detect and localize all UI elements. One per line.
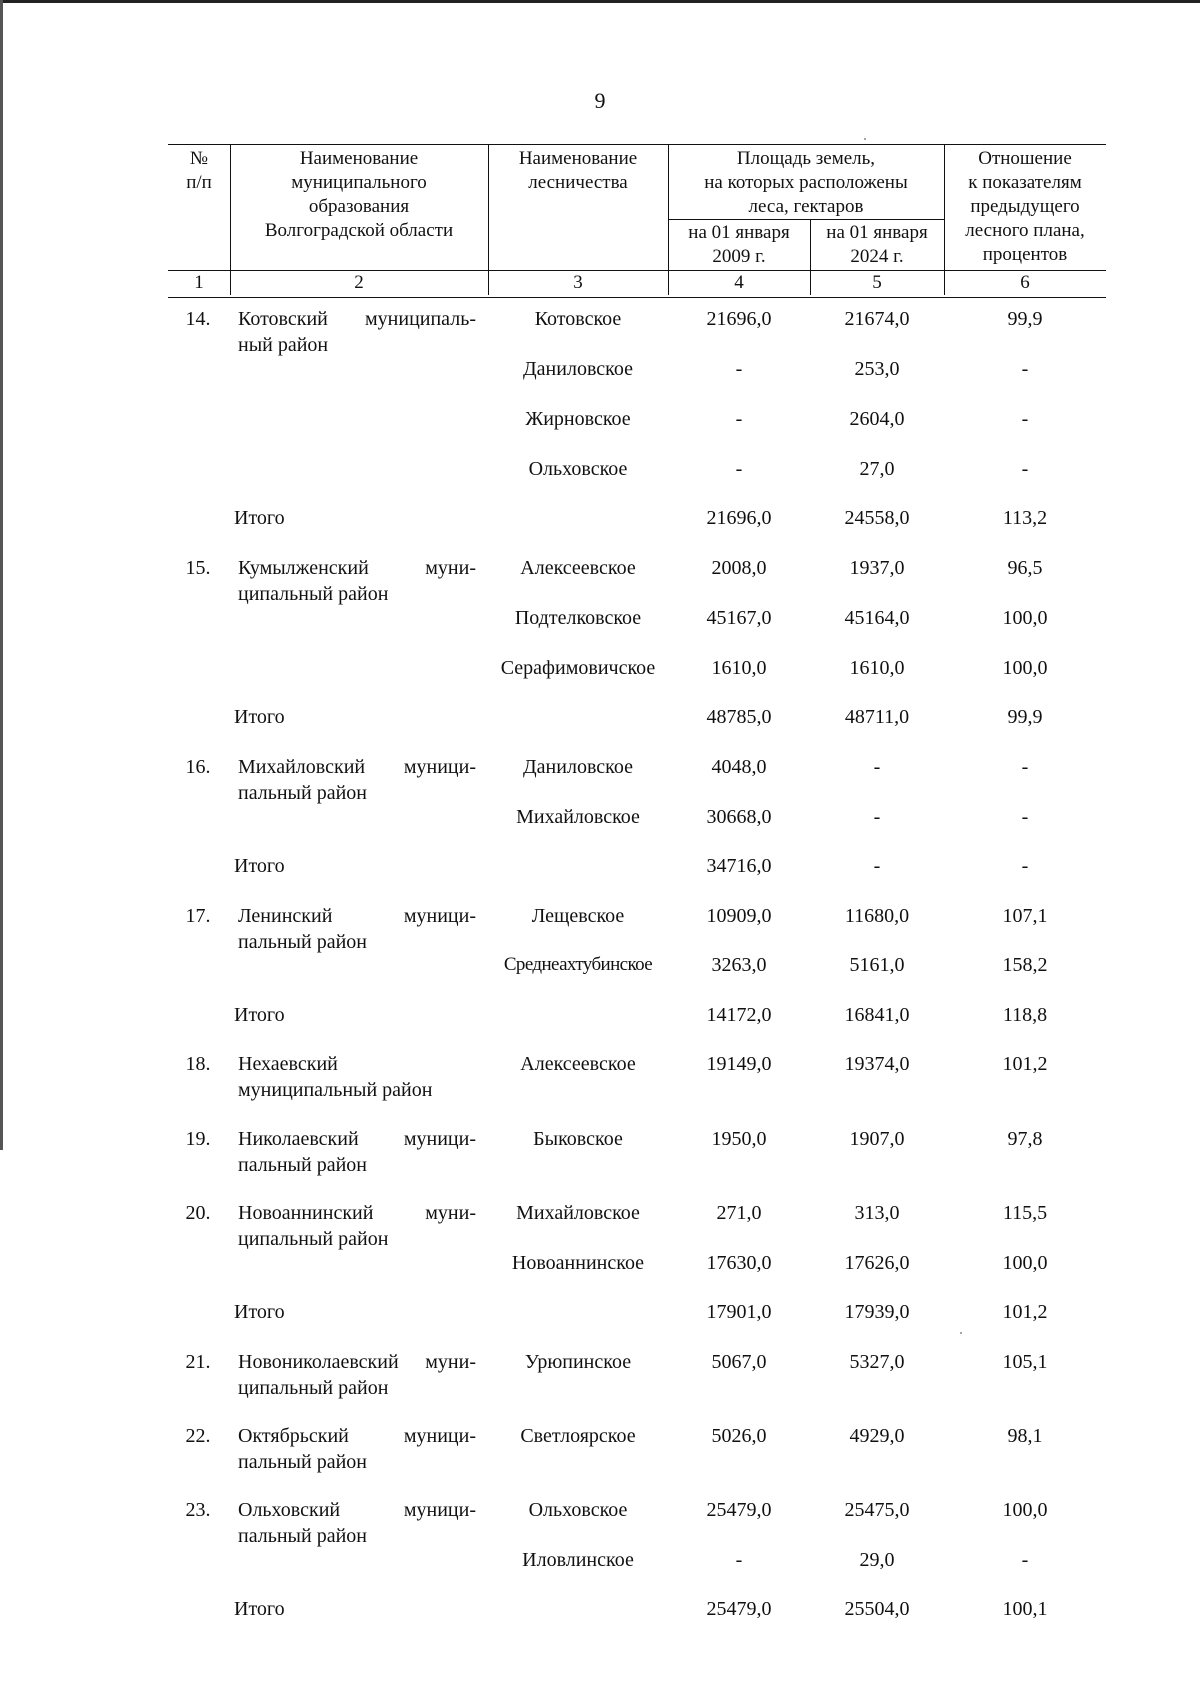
forestry-name: Алексеевское bbox=[520, 1053, 636, 1075]
row-number: 15. bbox=[185, 557, 211, 579]
total-label: Итого bbox=[234, 855, 285, 877]
ratio-percent: 100,0 bbox=[1002, 657, 1048, 679]
area-2024: 1907,0 bbox=[849, 1128, 905, 1150]
table-row bbox=[168, 1126, 1106, 1176]
forestry-name: Даниловское bbox=[523, 358, 633, 380]
area-2009: 2008,0 bbox=[711, 557, 767, 579]
ratio-percent: 100,0 bbox=[1002, 607, 1048, 629]
municipality-name: Ленинский муници- пальный район bbox=[238, 905, 476, 953]
forestry-name: Быковское bbox=[533, 1128, 623, 1150]
area-2009: 34716,0 bbox=[706, 855, 772, 877]
forestry-name: Котовское bbox=[534, 308, 622, 330]
column-number: 5 bbox=[872, 272, 882, 293]
area-2009: 30668,0 bbox=[706, 806, 772, 828]
total-label: Итого bbox=[234, 706, 285, 728]
area-2024: 313,0 bbox=[854, 1202, 900, 1224]
ratio-percent: 99,9 bbox=[1007, 308, 1043, 330]
table-row bbox=[168, 306, 1106, 356]
table-row-total bbox=[168, 1299, 1106, 1339]
area-2009: 1950,0 bbox=[711, 1128, 767, 1150]
ratio-percent: 96,5 bbox=[1007, 557, 1043, 579]
row-number: 20. bbox=[185, 1202, 211, 1224]
header-col-municipality: Наименование муниципального образования Волгоградской области bbox=[264, 148, 454, 241]
forestry-name: Светлоярское bbox=[520, 1425, 636, 1447]
row-number: 19. bbox=[185, 1128, 211, 1150]
table-row-total bbox=[168, 704, 1106, 744]
area-2024: - bbox=[873, 855, 881, 877]
forestry-name: Урюпинское bbox=[524, 1351, 632, 1373]
area-2024: 19374,0 bbox=[844, 1053, 910, 1075]
row-number: 21. bbox=[185, 1351, 211, 1373]
table-row bbox=[168, 406, 1106, 446]
ratio-percent: 118,8 bbox=[1002, 1004, 1048, 1026]
area-2009: 21696,0 bbox=[706, 308, 772, 330]
total-label: Итого bbox=[234, 507, 285, 529]
area-2024: 2604,0 bbox=[849, 408, 905, 430]
table-body bbox=[168, 296, 1106, 1696]
ratio-percent: 101,2 bbox=[1002, 1301, 1048, 1323]
area-2024: 29,0 bbox=[859, 1549, 895, 1571]
scan-speck bbox=[864, 138, 866, 140]
table-row-total bbox=[168, 1596, 1106, 1636]
forestry-name: Подтелковское bbox=[514, 607, 642, 629]
municipality-name: Октябрьский муници- пальный район bbox=[238, 1425, 476, 1473]
page-number: 9 bbox=[594, 88, 606, 113]
ratio-percent: - bbox=[1021, 408, 1029, 430]
total-label: Итого bbox=[234, 1004, 285, 1026]
ratio-percent: - bbox=[1021, 855, 1029, 877]
column-number: 6 bbox=[1020, 272, 1030, 293]
forestry-name: Серафимовичское bbox=[500, 657, 656, 679]
header-col-no: № п/п bbox=[186, 148, 212, 193]
forestry-name: Алексеевское bbox=[520, 557, 636, 579]
forestry-name: Михайловское bbox=[516, 1202, 640, 1224]
area-2024: 21674,0 bbox=[844, 308, 910, 330]
area-2024: 45164,0 bbox=[844, 607, 910, 629]
table-row bbox=[168, 952, 1106, 992]
column-number: 3 bbox=[573, 272, 583, 293]
forestry-name: Новоаннинское bbox=[511, 1252, 645, 1274]
municipality-name: Новоаннинский муни- ципальный район bbox=[238, 1202, 476, 1250]
ratio-percent: - bbox=[1021, 458, 1029, 480]
ratio-percent: 100,0 bbox=[1002, 1499, 1048, 1521]
scan-edge-left bbox=[0, 0, 3, 1150]
row-number: 23. bbox=[185, 1499, 211, 1521]
municipality-name: Новониколаевский муни- ципальный район bbox=[238, 1351, 476, 1399]
ratio-percent: - bbox=[1021, 358, 1029, 380]
row-number: 14. bbox=[185, 308, 211, 330]
area-2009: 45167,0 bbox=[706, 607, 772, 629]
table-row bbox=[168, 1547, 1106, 1587]
area-2009: 10909,0 bbox=[706, 905, 772, 927]
total-label: Итого bbox=[234, 1598, 285, 1620]
area-2009: 19149,0 bbox=[706, 1053, 772, 1075]
table-row bbox=[168, 1497, 1106, 1547]
scan-edge-top bbox=[0, 0, 1200, 3]
table-row bbox=[168, 804, 1106, 844]
area-2024: 17939,0 bbox=[844, 1301, 910, 1323]
table-row bbox=[168, 356, 1106, 396]
area-2009: - bbox=[735, 408, 743, 430]
area-2024: 1937,0 bbox=[849, 557, 905, 579]
area-2009: 1610,0 bbox=[711, 657, 767, 679]
area-2009: 5026,0 bbox=[711, 1425, 767, 1447]
table-row bbox=[168, 655, 1106, 695]
area-2024: 5327,0 bbox=[849, 1351, 905, 1373]
total-label: Итого bbox=[234, 1301, 285, 1323]
area-2009: - bbox=[735, 1549, 743, 1571]
ratio-percent: 98,1 bbox=[1007, 1425, 1043, 1447]
forestry-name: Жирновское bbox=[525, 408, 631, 430]
header-col-area: Площадь земель, на которых расположены леса, гектаров bbox=[704, 148, 908, 217]
table-row bbox=[168, 1250, 1106, 1290]
area-2009: 271,0 bbox=[716, 1202, 762, 1224]
municipality-name: Михайловский муници- пальный район bbox=[238, 756, 476, 804]
area-2024: 16841,0 bbox=[844, 1004, 910, 1026]
header-col-area-2024: на 01 января 2024 г. bbox=[826, 222, 928, 267]
ratio-percent: - bbox=[1021, 1549, 1029, 1571]
municipality-name: Николаевский муници- пальный район bbox=[238, 1128, 476, 1176]
ratio-percent: 101,2 bbox=[1002, 1053, 1048, 1075]
row-number: 18. bbox=[185, 1053, 211, 1075]
row-number: 22. bbox=[185, 1425, 211, 1447]
area-2009: 17901,0 bbox=[706, 1301, 772, 1323]
row-number: 16. bbox=[185, 756, 211, 778]
ratio-percent: 100,0 bbox=[1002, 1252, 1048, 1274]
forestry-name: Михайловское bbox=[516, 806, 640, 828]
table-row bbox=[168, 555, 1106, 605]
municipality-name: Котовский муниципаль- ный район bbox=[238, 308, 476, 356]
forestry-name: Иловлинское bbox=[522, 1549, 634, 1571]
area-2024: - bbox=[873, 806, 881, 828]
table-row bbox=[168, 903, 1106, 953]
area-2024: 253,0 bbox=[854, 358, 900, 380]
municipality-name: Кумылженский муни- ципальный район bbox=[238, 557, 476, 605]
area-2009: 48785,0 bbox=[706, 706, 772, 728]
area-2024: 1610,0 bbox=[849, 657, 905, 679]
table-row bbox=[168, 1200, 1106, 1250]
ratio-percent: 97,8 bbox=[1007, 1128, 1043, 1150]
ratio-percent: 115,5 bbox=[1002, 1202, 1048, 1224]
table-row bbox=[168, 456, 1106, 496]
column-number: 4 bbox=[734, 272, 744, 293]
area-2009: 17630,0 bbox=[706, 1252, 772, 1274]
area-2009: 5067,0 bbox=[711, 1351, 767, 1373]
area-2024: 48711,0 bbox=[844, 706, 910, 728]
table-row bbox=[168, 1051, 1106, 1101]
area-2024: 24558,0 bbox=[844, 507, 910, 529]
table-row bbox=[168, 754, 1106, 804]
table-row bbox=[168, 1423, 1106, 1473]
area-2009: 4048,0 bbox=[711, 756, 767, 778]
municipality-name: Нехаевский муниципальный район bbox=[238, 1053, 433, 1101]
municipality-name: Ольховский муници- пальный район bbox=[238, 1499, 476, 1547]
column-number: 2 bbox=[354, 272, 364, 293]
area-2024: 25475,0 bbox=[844, 1499, 910, 1521]
forestry-name: Ольховское bbox=[528, 458, 628, 480]
area-2024: 11680,0 bbox=[844, 905, 910, 927]
area-2009: 14172,0 bbox=[706, 1004, 772, 1026]
forestry-name: Ольховское bbox=[528, 1499, 628, 1521]
table-row-total bbox=[168, 505, 1106, 545]
area-2009: 25479,0 bbox=[706, 1598, 772, 1620]
area-2024: - bbox=[873, 756, 881, 778]
header-col-ratio: Отношение к показателям предыдущего лесного плана, процентов bbox=[965, 148, 1085, 265]
table-header bbox=[168, 144, 1106, 298]
area-2009: - bbox=[735, 458, 743, 480]
ratio-percent: - bbox=[1021, 756, 1029, 778]
forestry-name: Среднеахтубинское bbox=[503, 954, 653, 975]
area-2024: 4929,0 bbox=[849, 1425, 905, 1447]
area-2024: 5161,0 bbox=[849, 954, 905, 976]
header-col-area-2009: на 01 января 2009 г. bbox=[688, 222, 790, 267]
ratio-percent: 113,2 bbox=[1002, 507, 1048, 529]
table-row bbox=[168, 1349, 1106, 1399]
column-number: 1 bbox=[194, 272, 204, 293]
area-2009: 21696,0 bbox=[706, 507, 772, 529]
ratio-percent: 158,2 bbox=[1002, 954, 1048, 976]
area-2009: 3263,0 bbox=[711, 954, 767, 976]
subheader-line bbox=[668, 219, 944, 220]
table-row-total bbox=[168, 1002, 1106, 1042]
header-col-forestry: Наименование лесничества bbox=[518, 148, 638, 193]
area-2009: 25479,0 bbox=[706, 1499, 772, 1521]
ratio-percent: 99,9 bbox=[1007, 706, 1043, 728]
ratio-percent: 107,1 bbox=[1002, 905, 1048, 927]
area-2009: - bbox=[735, 358, 743, 380]
forestry-name: Даниловское bbox=[523, 756, 633, 778]
area-2024: 27,0 bbox=[859, 458, 895, 480]
table-row bbox=[168, 605, 1106, 645]
area-2024: 17626,0 bbox=[844, 1252, 910, 1274]
ratio-percent: 105,1 bbox=[1002, 1351, 1048, 1373]
area-2024: 25504,0 bbox=[844, 1598, 910, 1620]
table-row-total bbox=[168, 853, 1106, 893]
row-number: 17. bbox=[185, 905, 211, 927]
forestry-name: Лещевское bbox=[531, 905, 625, 927]
ratio-percent: 100,1 bbox=[1002, 1598, 1048, 1620]
ratio-percent: - bbox=[1021, 806, 1029, 828]
